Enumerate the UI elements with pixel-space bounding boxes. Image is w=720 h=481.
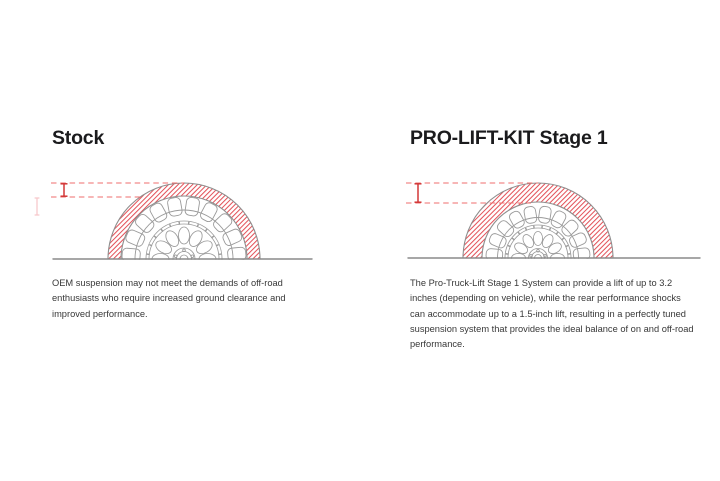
wheel-rim [146,221,222,269]
stock-suspension-diagram [22,171,342,269]
ghost-measure-mark [35,198,40,215]
fender-arch [463,183,613,258]
stock-title: Stock [52,127,105,149]
clearance-measure-marker [61,184,68,196]
wheel-rim [505,225,571,269]
stock-description: OEM suspension may not meet the demands of off-road enthusiasts who require increased ground clearance and improved performance. [52,278,286,319]
pro-lift-kit-description: The Pro-Truck-Lift Stage 1 System can provide a lift of up to 3.2 inches (depending on vehicle), while the rear performance shocks can accommodate up to a 1.5-inch lift, resulting in a perfectly tuned suspension system that provides the ideal balance of on and off-road performance. [410,278,694,350]
lifted-suspension-diagram [388,171,708,269]
clearance-measure-marker [415,184,422,202]
pro-lift-kit-title: PRO-LIFT-KIT Stage 1 [410,127,608,149]
